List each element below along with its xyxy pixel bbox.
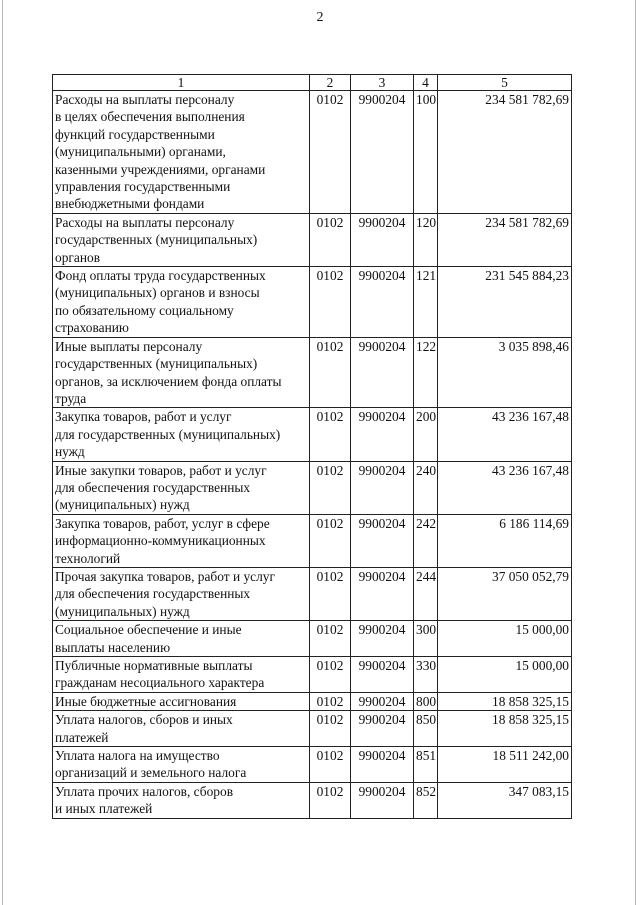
amount-cell: 234 581 782,69: [438, 91, 572, 214]
expense-name-line: Социальное обеспечение и иные: [55, 622, 242, 638]
amount-cell: 37 050 052,79: [438, 567, 572, 620]
table-row: [53, 267, 572, 338]
expense-name-line: внебюджетными фондами: [55, 196, 205, 212]
expense-name-line: для государственных (муниципальных): [55, 426, 281, 442]
expense-name-line: казенными учреждениями, органами: [55, 161, 266, 177]
amount-cell: 15 000,00: [438, 621, 572, 657]
expense-type-cell: 240: [414, 461, 438, 514]
expense-name-line: гражданам несоциального характера: [55, 675, 265, 691]
expense-type-cell: 120: [414, 213, 438, 266]
expense-name-line: по обязательному социальному: [55, 302, 234, 318]
expense-name-line: Иные выплаты персоналу: [55, 338, 203, 354]
target-code-cell: 9900204: [351, 621, 414, 657]
expense-type-cell: 200: [414, 408, 438, 461]
target-code-cell: 9900204: [351, 657, 414, 693]
target-code-cell: 9900204: [351, 408, 414, 461]
expense-name-line: (муниципальных) нужд: [55, 603, 190, 619]
table-row: [53, 782, 572, 818]
amount-cell: 18 858 325,15: [438, 711, 572, 747]
expense-name-line: Фонд оплаты труда государственных: [55, 268, 266, 284]
section-code-cell: 0102: [310, 567, 351, 620]
expense-name-cell: [53, 337, 310, 408]
expense-name-line: управления государственными: [55, 179, 231, 195]
expense-name-line: функций государственными: [55, 126, 215, 142]
expense-name-cell: [53, 567, 310, 620]
expense-name-line: Публичные нормативные выплаты: [55, 658, 253, 673]
section-code-cell: 0102: [310, 91, 351, 214]
expense-name-line: нужд: [55, 444, 85, 460]
target-code-cell: 9900204: [351, 461, 414, 514]
page-number: 2: [316, 10, 324, 25]
expense-type-cell: 242: [414, 514, 438, 567]
section-code-cell: 0102: [310, 692, 351, 710]
target-code-cell: 9900204: [351, 711, 414, 747]
table-row: [53, 657, 572, 693]
table-row: [53, 461, 572, 514]
table-row: [53, 337, 572, 408]
amount-cell: 43 236 167,48: [438, 461, 572, 514]
expense-name-cell: [53, 782, 310, 818]
amount-cell: 15 000,00: [438, 657, 572, 693]
expense-name-line: для обеспечения государственных: [55, 479, 251, 495]
budget-table: [52, 74, 572, 819]
expense-type-cell: 852: [414, 782, 438, 818]
target-code-cell: 9900204: [351, 91, 414, 214]
table-body: [53, 91, 572, 819]
expense-name-line: государственных (муниципальных): [55, 232, 258, 248]
amount-cell: 231 545 884,23: [438, 267, 572, 338]
target-code-cell: 9900204: [351, 567, 414, 620]
section-code-cell: 0102: [310, 213, 351, 266]
table-row: [53, 692, 572, 710]
section-code-cell: 0102: [310, 408, 351, 461]
section-code-cell: 0102: [310, 621, 351, 657]
table-row: [53, 213, 572, 266]
section-code-cell: 0102: [310, 337, 351, 408]
expense-name-cell: [53, 514, 310, 567]
section-code-cell: 0102: [310, 514, 351, 567]
table-header-row: [53, 75, 572, 91]
expense-name-cell: [53, 461, 310, 514]
scan-edge-right: [635, 0, 636, 905]
expense-name-line: Иные закупки товаров, работ и услуг: [55, 462, 267, 478]
expense-name-line: Уплата налога на имущество: [55, 748, 220, 764]
column-header: 1: [53, 75, 310, 91]
expense-name-cell: [53, 657, 310, 693]
expense-name-line: органов, за исключением фонда оплаты: [55, 373, 282, 389]
section-code-cell: 0102: [310, 711, 351, 747]
table-row: [53, 408, 572, 461]
expense-type-cell: 850: [414, 711, 438, 747]
expense-type-cell: 100: [414, 91, 438, 214]
expense-name-cell: [53, 711, 310, 747]
expense-name-line: (муниципальных) органов и взносы: [55, 285, 260, 301]
expense-name-cell: [53, 692, 310, 710]
expense-name-line: труда: [55, 390, 87, 406]
column-header: 5: [438, 75, 572, 91]
expense-name-cell: [53, 267, 310, 338]
expense-name-line: Прочая закупка товаров, работ и услуг: [55, 568, 275, 584]
table-row: [53, 567, 572, 620]
section-code-cell: 0102: [310, 782, 351, 818]
expense-name-line: Расходы на выплаты персоналу: [55, 92, 235, 107]
target-code-cell: 9900204: [351, 267, 414, 338]
amount-cell: 18 858 325,15: [438, 692, 572, 710]
expense-name-line: органов: [55, 249, 101, 265]
amount-cell: 18 511 242,00: [438, 747, 572, 783]
expense-name-line: в целях обеспечения выполнения: [55, 109, 245, 125]
expense-name-cell: [53, 213, 310, 266]
expense-name-cell: [53, 621, 310, 657]
target-code-cell: 9900204: [351, 782, 414, 818]
expense-name-line: государственных (муниципальных): [55, 356, 258, 372]
expense-name-line: Закупка товаров, работ и услуг: [55, 409, 232, 425]
amount-cell: 234 581 782,69: [438, 213, 572, 266]
amount-cell: 43 236 167,48: [438, 408, 572, 461]
expense-name-cell: [53, 747, 310, 783]
expense-name-cell: [53, 408, 310, 461]
expense-name-line: и иных платежей: [55, 801, 153, 817]
expense-name-line: Расходы на выплаты персоналу: [55, 214, 235, 230]
column-header: 4: [414, 75, 438, 91]
column-header: 2: [310, 75, 351, 91]
expense-name-line: страхованию: [55, 320, 129, 336]
expense-name-line: для обеспечения государственных: [55, 586, 251, 602]
target-code-cell: 9900204: [351, 514, 414, 567]
section-code-cell: 0102: [310, 747, 351, 783]
expense-type-cell: 330: [414, 657, 438, 693]
expense-type-cell: 122: [414, 337, 438, 408]
table-row: [53, 711, 572, 747]
expense-type-cell: 851: [414, 747, 438, 783]
amount-cell: 347 083,15: [438, 782, 572, 818]
expense-name-line: организаций и земельного налога: [55, 765, 247, 781]
expense-name-line: (муниципальных) нужд: [55, 497, 190, 513]
amount-cell: 3 035 898,46: [438, 337, 572, 408]
expense-name-line: информационно-коммуникационных: [55, 533, 266, 549]
table-row: [53, 91, 572, 214]
expense-name-line: Уплата прочих налогов, сборов: [55, 783, 234, 799]
expense-name-line: Уплата налогов, сборов и иных: [55, 712, 233, 728]
scan-edge-left: [2, 0, 3, 905]
target-code-cell: 9900204: [351, 747, 414, 783]
target-code-cell: 9900204: [351, 692, 414, 710]
section-code-cell: 0102: [310, 657, 351, 693]
expense-name-line: (муниципальными) органами,: [55, 144, 226, 160]
expense-name-line: Закупка товаров, работ, услуг в сфере: [55, 515, 270, 531]
expense-type-cell: 300: [414, 621, 438, 657]
table-row: [53, 747, 572, 783]
expense-type-cell: 800: [414, 692, 438, 710]
section-code-cell: 0102: [310, 461, 351, 514]
expense-name-line: выплаты населению: [55, 639, 171, 655]
expense-type-cell: 121: [414, 267, 438, 338]
expense-name-cell: [53, 91, 310, 214]
section-code-cell: 0102: [310, 267, 351, 338]
column-header: 3: [351, 75, 414, 91]
expense-name-line: платежей: [55, 729, 109, 745]
expense-name-line: технологий: [55, 550, 121, 566]
amount-cell: 6 186 114,69: [438, 514, 572, 567]
target-code-cell: 9900204: [351, 213, 414, 266]
table-row: [53, 514, 572, 567]
expense-type-cell: 244: [414, 567, 438, 620]
target-code-cell: 9900204: [351, 337, 414, 408]
expense-name-line: Иные бюджетные ассигнования: [55, 693, 237, 709]
table-row: [53, 621, 572, 657]
